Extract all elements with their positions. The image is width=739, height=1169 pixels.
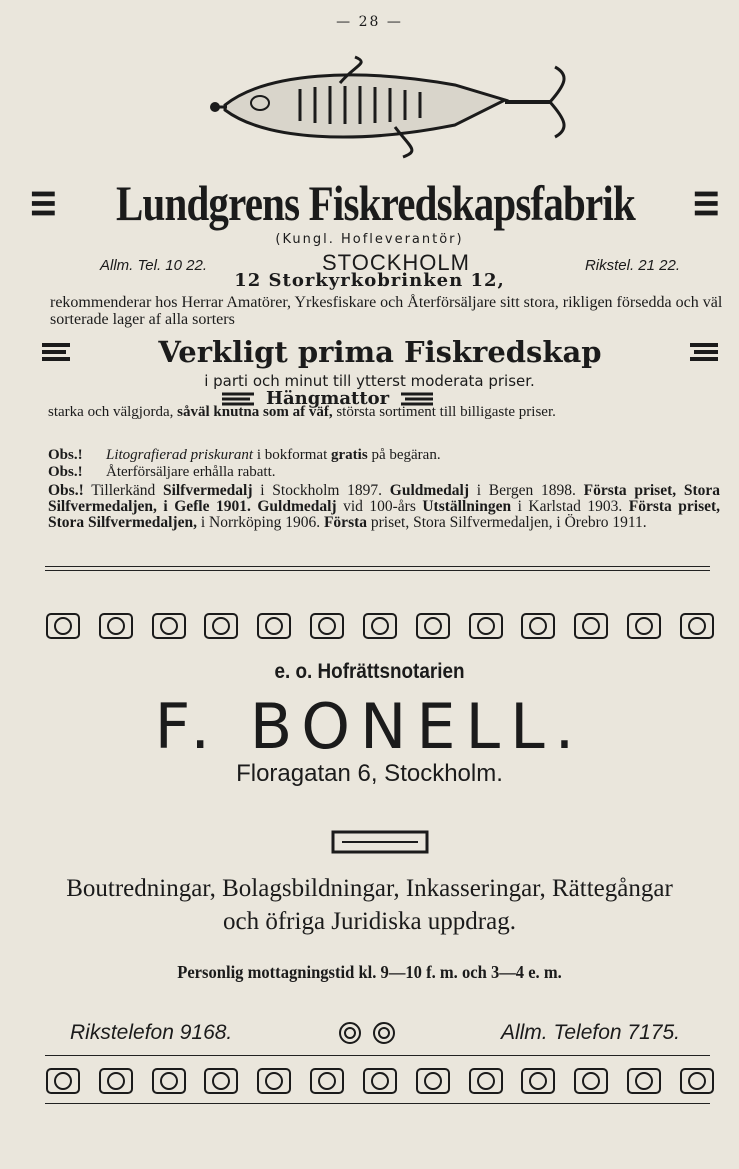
ring-icon: [520, 612, 556, 640]
royal-supplier-subtitle: (Kungl. Hofleverantör): [275, 232, 464, 247]
ornament-row: [45, 1063, 715, 1099]
ring-icon: [468, 612, 504, 640]
medal: Första priset, Stora Silfvermedaljen, i Gefle 1901.: [48, 482, 721, 515]
ring-icon: [151, 612, 187, 640]
ring-icon: [362, 1067, 398, 1095]
divider: [45, 1055, 710, 1056]
ring-icon: [468, 1067, 504, 1095]
medal-detail: vid 100-års: [343, 498, 416, 515]
medal: Guldmedalj: [257, 498, 337, 515]
ring-icon: [679, 1067, 715, 1095]
ornament-row: [45, 608, 715, 644]
notes: [48, 447, 713, 481]
hammocks-bold: såväl knutna som af väf,: [177, 404, 333, 420]
ornament-pair: [338, 1021, 396, 1045]
medals-paragraph: [48, 483, 720, 531]
firm-address: Floragatan 6, Stockholm.: [236, 760, 503, 787]
divider: [45, 566, 710, 567]
note-row: [48, 447, 713, 464]
ring-icon: [203, 1067, 239, 1095]
ring-icon: [520, 1067, 556, 1095]
medal: Första: [323, 514, 368, 531]
medal-detail: i Karlstad 1903.: [517, 498, 623, 515]
services-line: Boutredningar, Bolagsbildningar, Inkasseringar, Rättegångar: [66, 875, 673, 902]
medal: Guldmedalj: [389, 482, 470, 499]
main-heading: Verkligt prima Fiskredskap: [158, 335, 602, 369]
phone-allm: Allm. Tel. 10 22.: [100, 257, 207, 274]
ring-icon: [309, 612, 345, 640]
heading-subline: i parti och minut till ytterst moderata priser.: [204, 372, 535, 390]
ring-icon: [573, 1067, 609, 1095]
medal: Utställningen: [422, 498, 512, 515]
ring-icon: [415, 1067, 451, 1095]
ring-icon: [362, 612, 398, 640]
ring-icon: [98, 612, 134, 640]
ring-icon: [309, 1067, 345, 1095]
hammocks-heading: Hängmattor: [266, 388, 390, 409]
divider: [45, 570, 710, 571]
note-end: på begäran.: [367, 447, 441, 463]
ring-icon: [151, 1067, 187, 1095]
ornament-icon: [330, 829, 430, 855]
street-address: 12 Storkyrkobrinken 12,: [234, 270, 505, 291]
allm-telefon: Allm. Telefon 7175.: [500, 1021, 680, 1044]
note-label: Obs.!: [48, 464, 83, 480]
hammocks-text: starka och välgjorda,: [48, 404, 174, 420]
ring-icon: [626, 1067, 662, 1095]
heading-row: [40, 330, 720, 374]
ring-icon: [256, 1067, 292, 1095]
ring-icon: [338, 1021, 362, 1045]
office-hours: Personlig mottagningstid kl. 9—10 f. m. och 3—4 e. m.: [177, 962, 562, 982]
ring-icon: [98, 1067, 134, 1095]
medals-label: Obs.!: [48, 482, 84, 499]
title-row: [30, 168, 720, 238]
medals-text: Tillerkänd: [91, 482, 156, 499]
rikstelefon: Rikstelefon 9168.: [70, 1021, 233, 1044]
title-line: e. o. Hofrättsnotarien: [274, 660, 465, 683]
page-number: — 28 —: [336, 14, 403, 30]
ring-icon: [372, 1021, 396, 1045]
hammocks-text-end: största sortiment till billigaste priser.: [336, 404, 556, 420]
fishhook-icon: [30, 183, 59, 223]
ring-icon: [415, 612, 451, 640]
note-text: i bokformat: [253, 447, 332, 463]
ring-icon: [256, 612, 292, 640]
note-row: [48, 464, 713, 481]
fish-lure-icon: [205, 55, 575, 160]
ring-icon: [679, 612, 715, 640]
fishhook-icon: [40, 341, 74, 363]
note-bold: gratis: [331, 447, 368, 463]
services-line: och öfriga Juridiska uppdrag.: [223, 908, 516, 935]
hammocks-paragraph: [48, 404, 713, 421]
ring-icon: [626, 612, 662, 640]
medal-detail: i Bergen 1898.: [476, 482, 576, 499]
firm-name: F. BONELL.: [154, 690, 585, 763]
company-title: Lundgrens Fiskredskapsfabrik: [115, 175, 635, 231]
intro-paragraph: rekommenderar hos Herrar Amatörer, Yrkesfiskare och Återförsäljare sitt stora, rikligen försedda och väl sorterade lager af alla sorters: [50, 294, 723, 328]
medal: Silfvermedalj: [162, 482, 253, 499]
note-italic: Litografierad priskurant: [106, 447, 254, 463]
services: [0, 872, 739, 938]
ring-icon: [45, 612, 81, 640]
phone-line: [70, 1021, 680, 1045]
fishhook-icon: [691, 183, 720, 223]
divider: [45, 1103, 710, 1104]
phone-rikstel: Rikstel. 21 22.: [584, 257, 680, 274]
ring-icon: [203, 612, 239, 640]
note-text: Återförsäljare erhålla rabatt.: [106, 464, 276, 480]
ring-icon: [573, 612, 609, 640]
medal-detail: i Stockholm 1897.: [260, 482, 383, 499]
medal: Första priset, Stora Silfvermedaljen,: [48, 498, 721, 531]
fishhook-icon: [686, 341, 720, 363]
medal-detail: priset, Stora Silfvermedaljen, i Örebro 1911.: [370, 514, 647, 531]
medal-detail: i Norrköping 1906.: [200, 514, 321, 531]
ring-icon: [45, 1067, 81, 1095]
note-label: Obs.!: [48, 447, 83, 463]
city: STOCKHOLM: [322, 250, 470, 275]
